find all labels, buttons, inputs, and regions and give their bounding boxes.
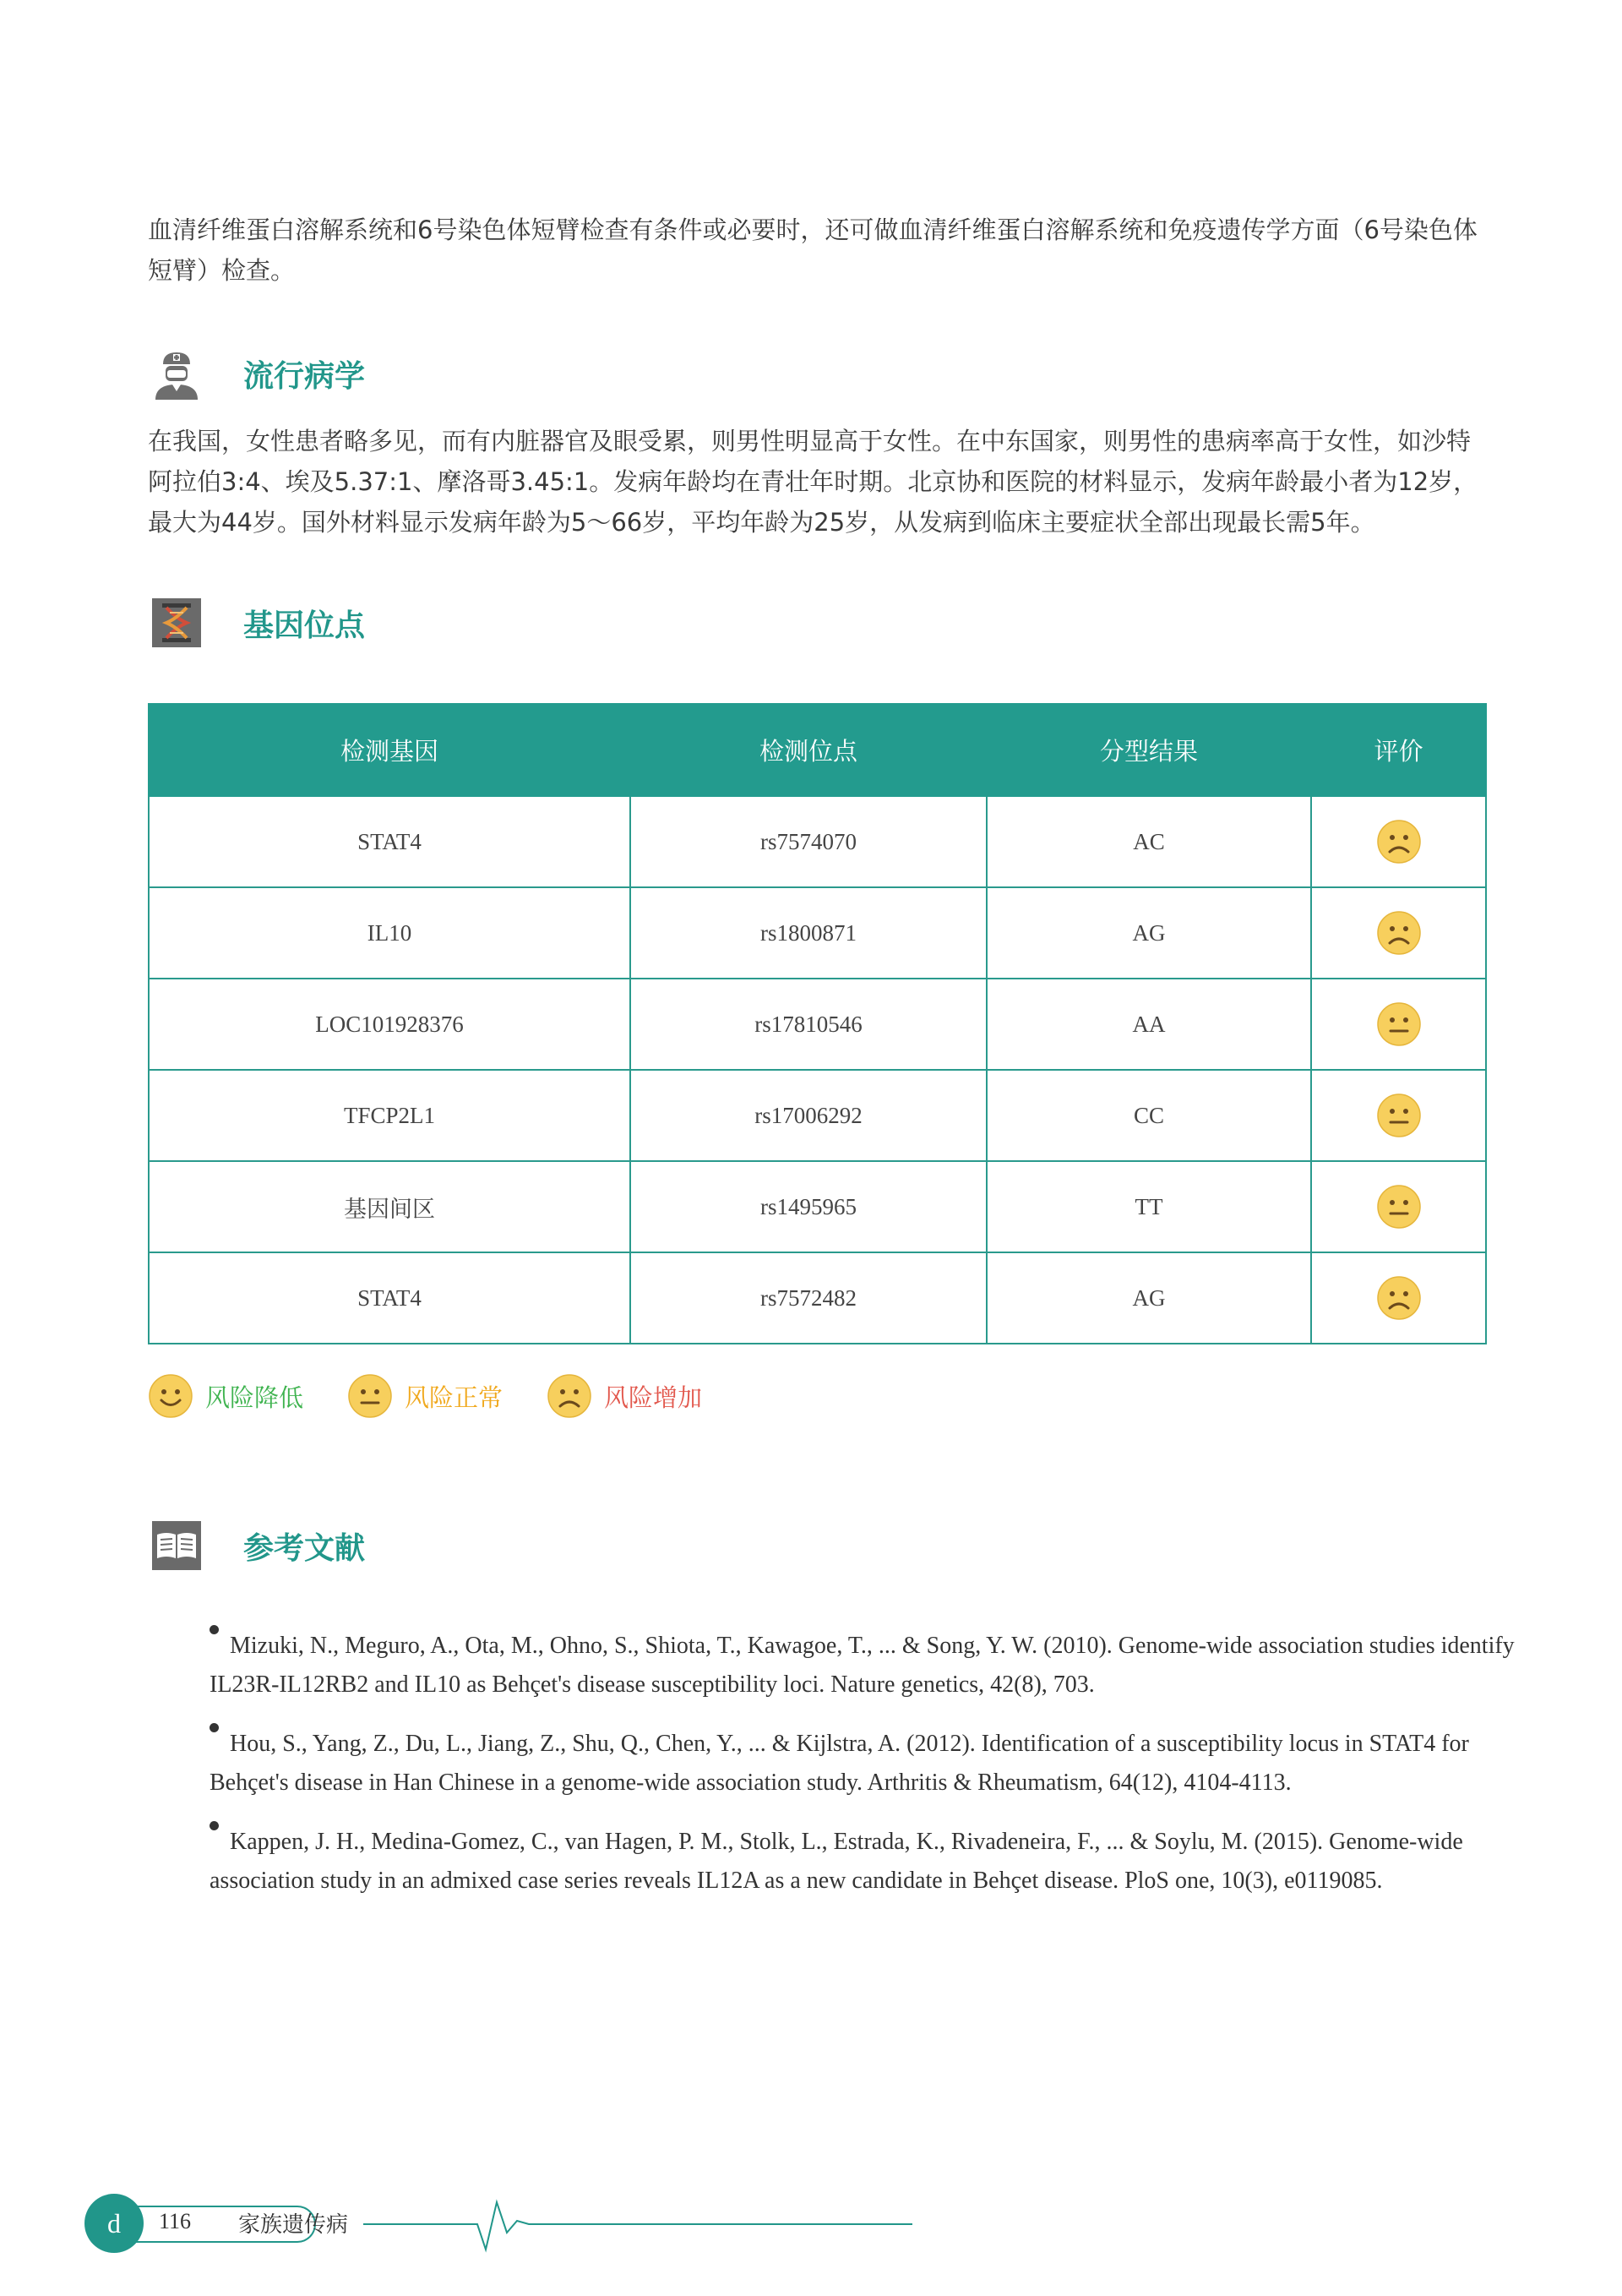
table-row — [149, 979, 1486, 1070]
references-list — [210, 1627, 1536, 1921]
bullet-icon — [210, 1723, 219, 1732]
cell-site: rs7572482 — [630, 1252, 987, 1344]
table-row — [149, 1252, 1486, 1344]
cell-rating — [1311, 1252, 1486, 1344]
cell-rating — [1311, 979, 1486, 1070]
book-title: 家族遗传病 — [238, 2212, 349, 2238]
intro-paragraph: 血清纤维蛋白溶解系统和6号染色体短臂检查有条件或必要时，还可做血清纤维蛋白溶解系统和免疫遗传学方面（6号染色体短臂）检查。 — [148, 215, 1478, 285]
book-icon — [150, 1519, 203, 1572]
cell-site: rs1800871 — [630, 887, 987, 979]
table-header-row — [149, 704, 1486, 796]
gene-locus-table — [148, 703, 1487, 1344]
cell-rating — [1311, 1070, 1486, 1161]
cell-site: rs17810546 — [630, 979, 987, 1070]
cell-site: rs1495965 — [630, 1161, 987, 1252]
frown-face-icon — [1376, 1275, 1422, 1321]
neutral-face-icon — [1376, 1184, 1422, 1230]
table-row — [149, 796, 1486, 887]
gene-locus-section-header — [150, 594, 365, 652]
smile-face-icon — [148, 1373, 193, 1419]
table-row — [149, 887, 1486, 979]
frown-face-icon — [547, 1373, 592, 1419]
neutral-face-icon — [1376, 1001, 1422, 1047]
header-site: 检测位点 — [630, 704, 987, 796]
table-row — [149, 1161, 1486, 1252]
doctor-icon — [150, 347, 203, 400]
page-number: 116 — [159, 2209, 192, 2233]
legend-increased — [547, 1373, 702, 1419]
cell-gene: LOC101928376 — [149, 979, 630, 1070]
chapter-badge: d — [84, 2194, 144, 2253]
cell-gene: IL10 — [149, 887, 630, 979]
reference-item: Hou, S., Yang, Z., Du, L., Jiang, Z., Shu, Q., Chen, Y., ... & Kijlstra, A. (2012). Identification of a susceptibility locus in STAT4 for Behçet's disease in Han Chinese in a genome-wide association study. Arthritis & Rheumatism, 64(12), 4104-4113. — [210, 1725, 1536, 1802]
references-section-header — [150, 1517, 365, 1574]
frown-face-icon — [1376, 910, 1422, 956]
legend-normal-label: 风险正常 — [405, 1383, 503, 1412]
cell-result: AC — [987, 796, 1311, 887]
cell-result: TT — [987, 1161, 1311, 1252]
gene-locus-title: 基因位点 — [243, 608, 366, 643]
dna-hourglass-icon — [150, 597, 203, 649]
epidemiology-paragraph: 在我国，女性患者略多见，而有内脏器官及眼受累，则男性明显高于女性。在中东国家，则男性的患病率高于女性，如沙特阿拉伯3:4、埃及5.37:1、摩洛哥3.45:1。发病年龄均在青壮年时期。北京协和医院的材料显示，发病年龄最小者为12岁，最大为44岁。国外材料显示发病年龄为5～66岁，平均年龄为25岁，从发病到临床主要症状全部出现最长需5年。 — [148, 427, 1478, 537]
cell-gene: STAT4 — [149, 796, 630, 887]
reference-item: Mizuki, N., Meguro, A., Ota, M., Ohno, S., Shiota, T., Kawagoe, T., ... & Song, Y. W. (2010). Genome-wide association studies identify IL23R-IL12RB2 and IL10 as Behçet's disease susceptibility loci. Nature genetics, 42(8), 703. — [210, 1627, 1536, 1704]
cell-site: rs17006292 — [630, 1070, 987, 1161]
cell-rating — [1311, 796, 1486, 887]
cell-gene: STAT4 — [149, 1252, 630, 1344]
legend-increased-label: 风险增加 — [604, 1383, 703, 1412]
risk-legend — [148, 1373, 746, 1419]
heartbeat-line-icon — [363, 2190, 912, 2258]
legend-normal — [347, 1373, 503, 1419]
cell-rating — [1311, 1161, 1486, 1252]
cell-rating — [1311, 887, 1486, 979]
cell-result: AG — [987, 887, 1311, 979]
table-row — [149, 1070, 1486, 1161]
cell-site: rs7574070 — [630, 796, 987, 887]
cell-result: AA — [987, 979, 1311, 1070]
bullet-icon — [210, 1821, 219, 1830]
cell-gene: TFCP2L1 — [149, 1070, 630, 1161]
legend-decreased — [148, 1373, 303, 1419]
cell-result: CC — [987, 1070, 1311, 1161]
neutral-face-icon — [1376, 1093, 1422, 1138]
frown-face-icon — [1376, 819, 1422, 864]
references-title: 参考文献 — [243, 1530, 366, 1566]
epidemiology-title: 流行病学 — [243, 358, 366, 394]
reference-item: Kappen, J. H., Medina-Gomez, C., van Hagen, P. M., Stolk, L., Estrada, K., Rivadeneira, F., ... & Soylu, M. (2015). Genome-wide association study in an admixed case series reveals IL12A as a new candidate in Behçet disease. PloS one, 10(3), e0119085. — [210, 1823, 1536, 1901]
legend-decreased-label: 风险降低 — [205, 1383, 304, 1412]
header-result: 分型结果 — [987, 704, 1311, 796]
neutral-face-icon — [347, 1373, 393, 1419]
page-footer — [84, 2190, 828, 2258]
cell-gene: 基因间区 — [149, 1161, 630, 1252]
header-gene: 检测基因 — [149, 704, 630, 796]
bullet-icon — [210, 1625, 219, 1634]
header-rating: 评价 — [1311, 704, 1486, 796]
cell-result: AG — [987, 1252, 1311, 1344]
epidemiology-section-header — [150, 345, 365, 402]
